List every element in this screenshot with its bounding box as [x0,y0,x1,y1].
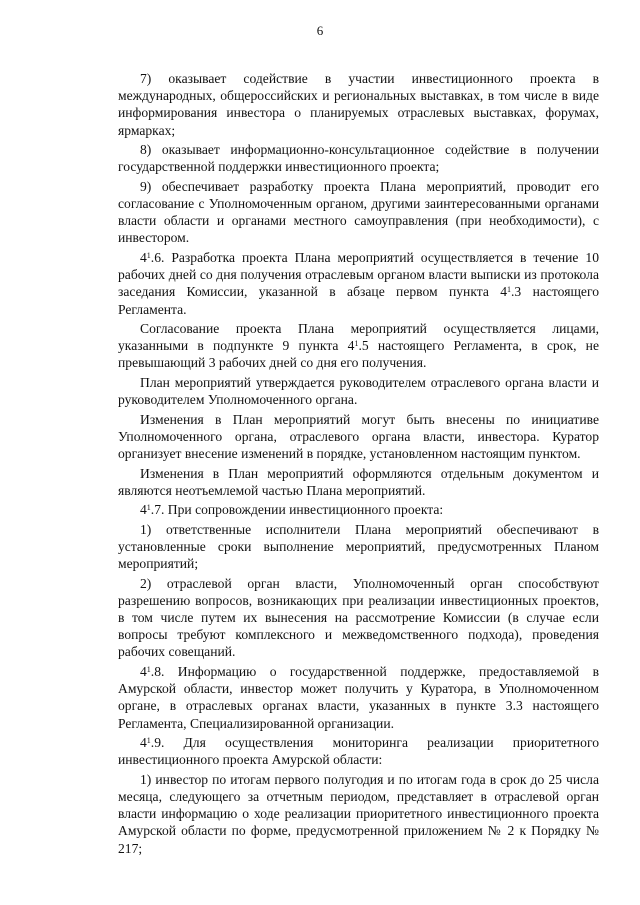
paragraph: Изменения в План мероприятий оформляются отдельным документом и являются неотъемлемой частью Плана мероприятий. [118,465,599,498]
paragraph: $4^1.6$. Разработка проекта Плана мероприятий осуществляется в течение 10 рабочих дней со дня получения отраслевым органом власти выписки из протокола заседания Комиссии, указанной в абзаце первом пункта $4^1.3$ настоящего Регламента. [118,249,599,317]
paragraph: $4^1.9$. Для осуществления мониторинга реализации приоритетного инвестиционного проекта Амурской области: [118,735,599,768]
paragraph: $4^1.8$. Информацию о государственной поддержке, предоставляемой в Амурской области, инвестор может получить у Куратора, в Уполномоченном органе, в отраслевых органах власти, указанных в пункте 3.3 настоящего Регламента, Специализированной организации. [118,663,599,731]
paragraph: 1) ответственные исполнители Плана мероприятий обеспечивают в установленные сроки выполнение мероприятий, предусмотренных Планом мероприятий; [118,521,599,572]
paragraph: $4^1.7$. При сопровождении инвестиционного проекта: [140,502,444,518]
paragraph: 1) инвестор по итогам первого полугодия и по итогам года в срок до 25 числа месяца, следующего за отчетным периодом, представляет в отраслевой орган власти информацию о ходе реализации приоритетного инвестиционного проекта Амурской области по форме, предусмотренной приложением № 2 к Порядку № 217; [118,771,599,856]
paragraph: 8) оказывает информационно-консультационное содействие в получении государственной поддержки инвестиционного проекта; [118,142,599,175]
paragraph: 7) оказывает содействие в участии инвестиционного проекта в международных, общероссийских и региональных выставках, в том числе в виде информирования инвестора о планируемых отраслевых выставках, форумах, ярмарках; [118,71,599,138]
paragraph: 9) обеспечивает разработку проекта Плана мероприятий, проводит его согласование с Уполномоченным органом, другими заинтересованными органами власти области и органами местного самоуправления (при необходимости), с инвестором. [118,178,599,246]
document-body [118,70,599,859]
paragraph: Изменения в План мероприятий могут быть внесены по инициативе Уполномоченного органа, отраслевого органа власти, инвестора. Куратор организует внесение изменений в порядке, установленном настоящим пунктом. [118,411,599,462]
paragraph: План мероприятий утверждается руководителем отраслевого органа власти и руководителем Уполномоченного органа. [118,374,599,408]
page-number: 6 [316,23,324,38]
paragraph: 2) отраслевой орган власти, Уполномоченный орган способствуют разрешению вопросов, возникающих при реализации инвестиционных проектов, в том числе путем их вынесения на рассмотрение Комиссии (в случае если вопросы требуют комплексного и межведомственного подхода), проведения рабочих совещаний. [118,575,599,660]
paragraph: Согласование проекта Плана мероприятий осуществляется лицами, указанными в подпункте 9 пункта $4^1.5$ настоящего Регламента, в срок, не превышающий 3 рабочих дней со дня его получения. [118,321,599,371]
